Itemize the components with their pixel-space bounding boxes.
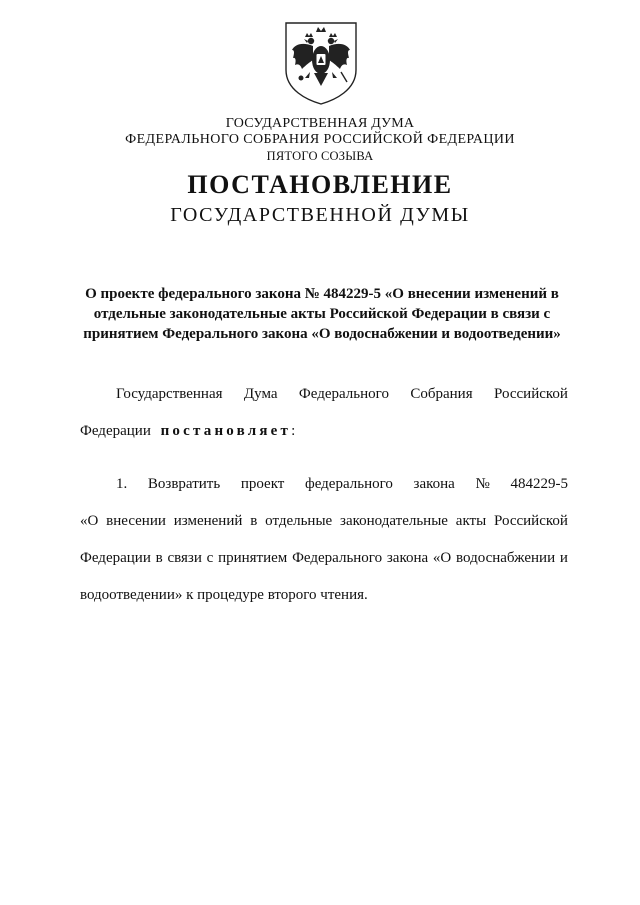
item-1-line-1 [116,476,568,493]
word: 484229-5 [510,476,568,492]
word: «О [80,513,99,529]
decision-verb: постановляет [160,423,292,439]
word: акты [455,513,487,529]
item-1-line-4: водоотведении» к процедуре второго чтения. [80,587,368,603]
word: № [475,476,490,492]
word: проект [240,476,285,492]
preamble-line-2 [80,423,568,440]
colon: : [291,423,296,439]
preamble-line-1 [116,386,568,403]
document-subtitle: ГОСУДАРСТВЕННОЙ ДУМЫ [170,204,470,226]
double-headed-eagle-emblem-icon [283,20,359,106]
document-title: ПОСТАНОВЛЕНИЕ [187,170,453,199]
word: отдельные [265,513,333,529]
word: Собрания [410,386,473,402]
word: Российской [494,386,568,402]
item-1-line-3 [80,550,568,567]
word: Федерации [80,423,151,439]
word: закона [413,476,455,492]
item-1-line-2 [80,513,568,530]
word: в [250,513,258,529]
word: Государственная [116,386,223,402]
word: Дума [243,386,278,402]
word: Российской [494,513,568,529]
word: «О [432,550,452,566]
word: законодательные [340,513,448,529]
word: с [206,550,214,566]
word: Федерального [292,550,383,566]
word: и [559,550,568,566]
issuer-line-1: ГОСУДАРСТВЕННАЯ ДУМА [225,116,415,131]
convocation-line: ПЯТОГО СОЗЫВА [266,149,374,163]
word: Федерального [298,386,389,402]
word: внесении [106,513,166,529]
document-subject: О проекте федерального закона № 484229-5 «О внесении изменений в отдельные законодательные акты Российской Федерации в связи с принятием Федерального закона «О водоснабжении и водоотведении» [83,286,561,342]
word: связи [167,550,202,566]
item-number: 1. [116,476,128,492]
word: изменений [173,513,243,529]
word: принятием [218,550,288,566]
issuer-line-2: ФЕДЕРАЛЬНОГО СОБРАНИЯ РОССИЙСКОЙ ФЕДЕРАЦИИ [125,132,515,147]
word: закона [386,550,429,566]
word: Возвратить [147,476,221,492]
word: Федерации [80,550,151,566]
word: в [155,550,163,566]
word: федерального [305,476,393,492]
word: водоснабжении [456,550,556,566]
